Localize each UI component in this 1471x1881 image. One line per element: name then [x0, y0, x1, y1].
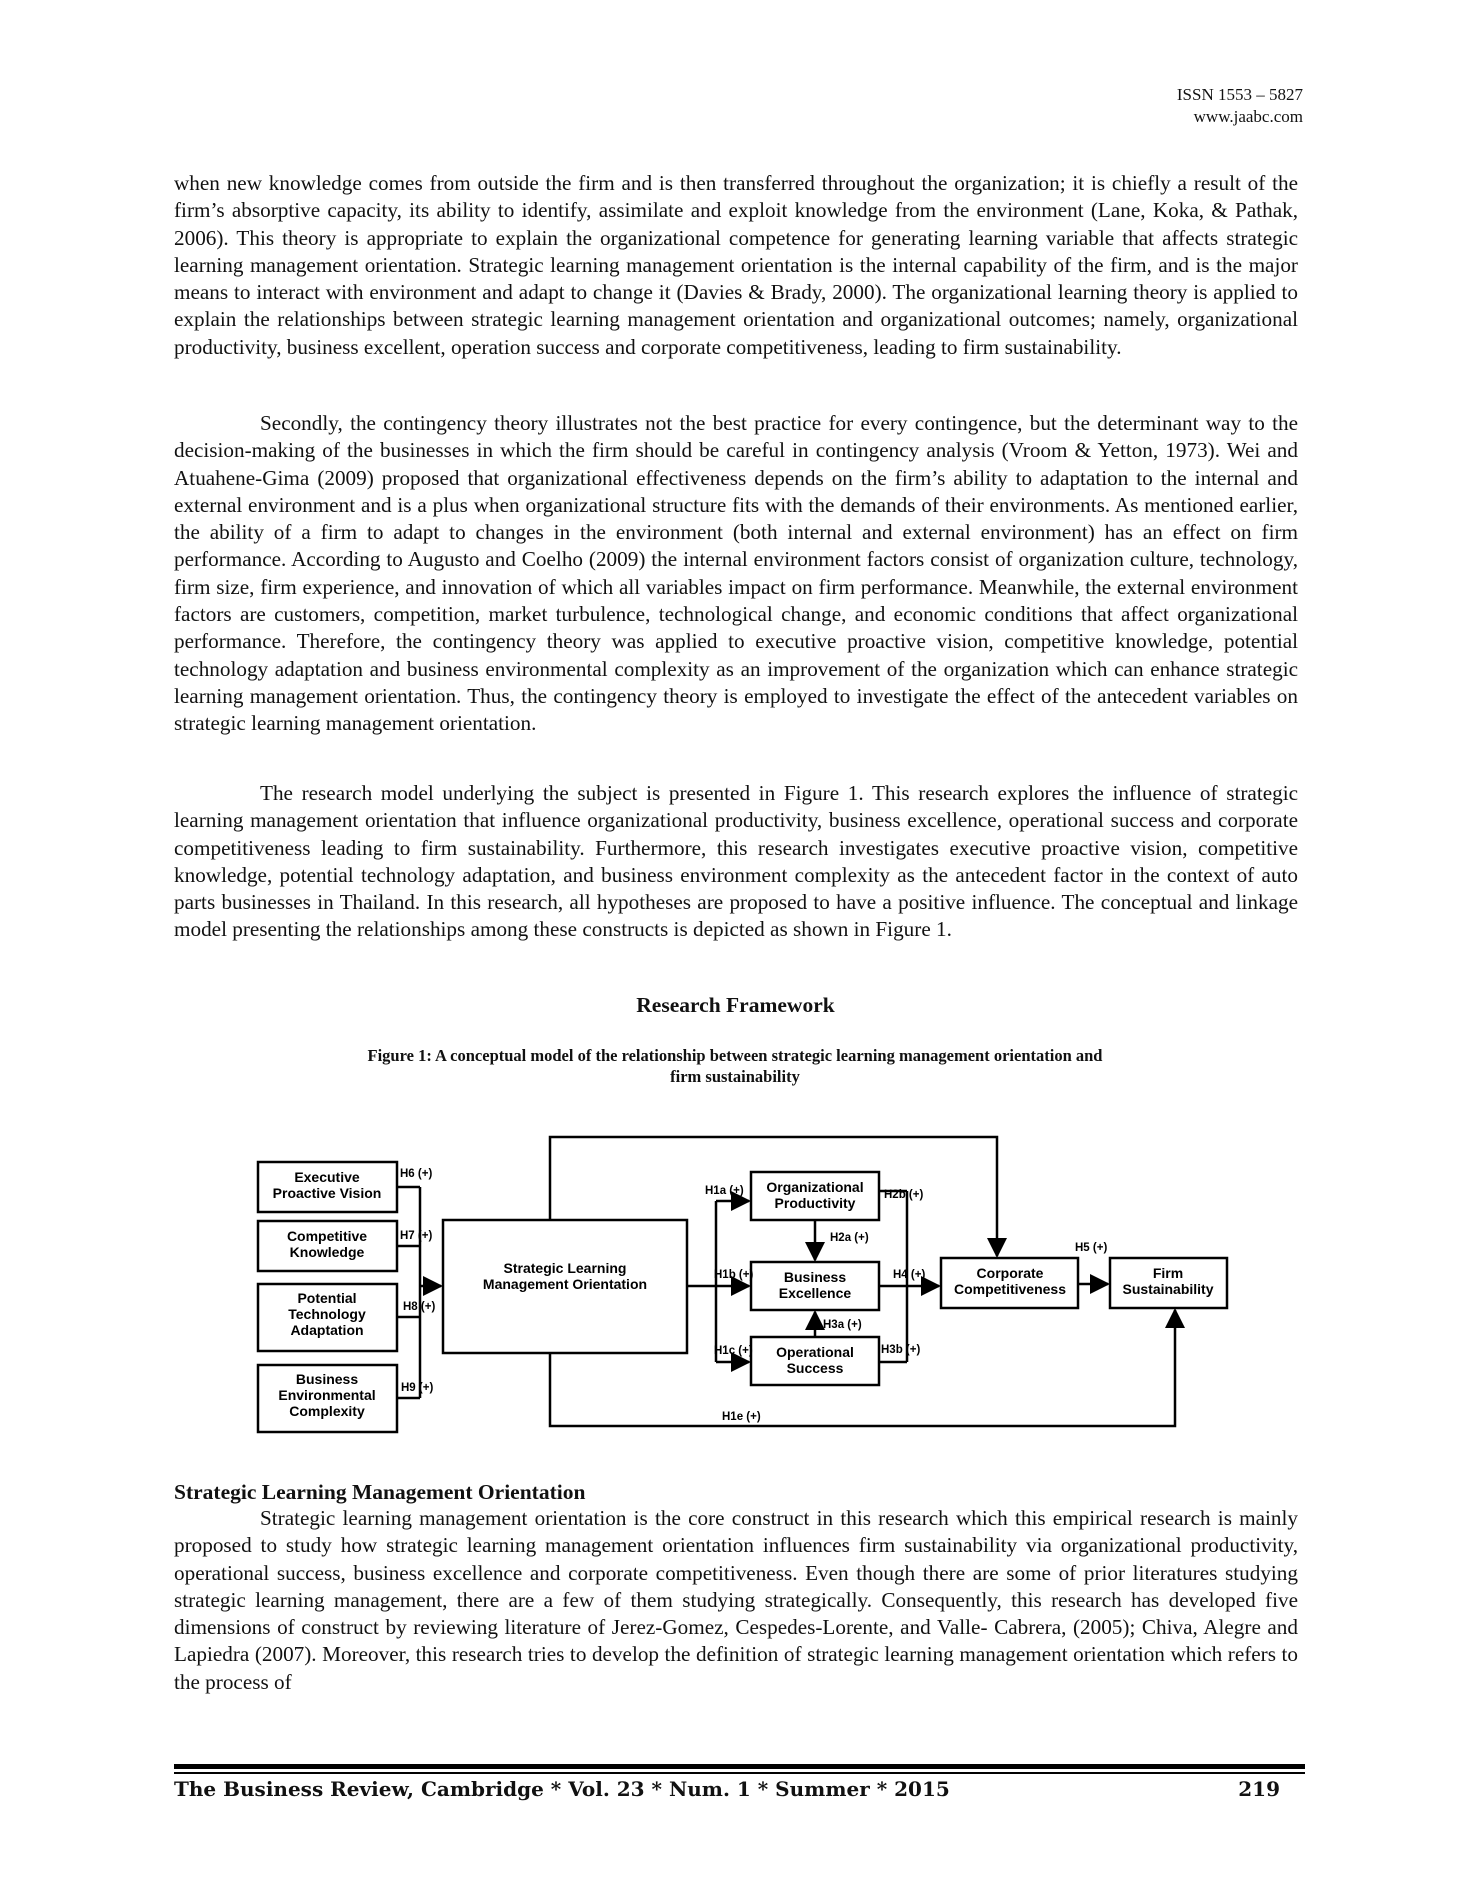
hypothesis-h5: H5 (+) [1075, 1242, 1108, 1254]
hypothesis-h8: H8 (+) [403, 1301, 436, 1313]
hypothesis-h2a: H2a (+) [830, 1232, 869, 1244]
footer-page-number: 219 [1238, 1777, 1280, 1801]
label-operational-success: Operational Success [776, 1344, 854, 1376]
hypothesis-h1c: H1c (+) [714, 1345, 753, 1357]
label-potential-technology-adaptation: Potential Technology Adaptation [288, 1290, 366, 1338]
figure-caption-line-1: Figure 1: A conceptual model of the relationship between strategic learning management orientation and [367, 1046, 1103, 1065]
hypothesis-h1a: H1a (+) [705, 1185, 744, 1197]
hypothesis-h9: H9 (+) [401, 1382, 434, 1394]
label-organizational-productivity: Organizational Productivity [766, 1179, 864, 1211]
footer-rule-thick [174, 1764, 1305, 1769]
hypothesis-h7: H7 (+) [400, 1230, 433, 1242]
hypothesis-h6: H6 (+) [400, 1168, 433, 1180]
footer-journal-info: The Business Review, Cambridge * Vol. 23 * Num. 1 * Summer * 2015 [174, 1777, 950, 1801]
paragraph-1-text: when new knowledge comes from outside the firm and is then transferred throughout the organization; it is chiefly a result of the firm’s absorptive capacity, its ability to identify, assimilate and exploit knowledge from the environment (Lane, Koka, & Pathak, 2006). This theory is appropriate to explain the organizational competence for generating learning variable that affects strategic learning management orientation. Strategic learning management orientation is the internal capability of the firm, and is the major means to interact with environment and adapt to change it (Davies & Brady, 2000). The organizational learning theory is applied to explain the relationships between strategic learning management orientation and organizational outcomes; namely, organizational productivity, business excellent, operation success and corporate competitiveness, leading to firm sustainability. [174, 171, 1298, 359]
hypothesis-h1e: H1e (+) [722, 1411, 761, 1423]
label-strategic-learning-management-orientation: Strategic Learning Management Orientation [482, 1260, 648, 1292]
hypothesis-h2b: H2b (+) [884, 1189, 924, 1201]
journal-website: www.jaabc.com [1193, 107, 1303, 126]
label-corporate-competitiveness: Corporate Competitiveness [953, 1265, 1067, 1297]
sub-heading-slmo: Strategic Learning Management Orientation [174, 1480, 586, 1504]
issn-number: ISSN 1553 – 5827 [1176, 85, 1303, 104]
paragraph-4-text: Strategic learning management orientation is the core construct in this research which this empirical research is mainly proposed to study how strategic learning management orientation influences firm sustainability via organizational productivity, operational success, business excellence and corporate competitiveness. Even though there are some of prior literatures studying strategic learning management, there are a few of them studying strategically. Consequently, this research has developed five dimensions of construct by reviewing literature of Jerez-Gomez, Cespedes-Lorente, and Valle- Cabrera, (2005); Chiva, Alegre and Lapiedra (2007). Moreover, this research tries to develop the definition of strategic learning management orientation which refers to the process of [174, 1506, 1298, 1694]
label-executive-proactive-vision: Executive Proactive Vision [272, 1169, 382, 1201]
label-business-environmental-complexity: Business Environmental Complexity [278, 1371, 376, 1419]
arrow-h1e-slmo-to-firm-sustainability [550, 1310, 1175, 1426]
paragraph-3-text: The research model underlying the subject is presented in Figure 1. This research explores the influence of strategic learning management orientation that influence organizational productivity, business excellence, operational success and corporate competitiveness leading to firm sustainability. Furthermore, this research investigates executive proactive vision, competitive knowledge, potential technology adaptation, and business environment complexity as the antecedent factor in the context of auto parts businesses in Thailand. In this research, all hypotheses are proposed to have a positive influence. The conceptual and linkage model presenting the relationships among these constructs is depicted as shown in Figure 1. [174, 781, 1298, 942]
label-business-excellence: Business Excellence [778, 1269, 852, 1301]
section-heading-research-framework: Research Framework [636, 993, 835, 1017]
hypothesis-h3b: H3b (+) [881, 1344, 921, 1356]
label-competitive-knowledge: Competitive Knowledge [286, 1228, 368, 1260]
paragraph-2-text: Secondly, the contingency theory illustrates not the best practice for every contingence, but the determinant way to the decision-making of the businesses in which the firm should be careful in contingency analysis (Vroom & Yetton, 1973). Wei and Atuahene-Gima (2009) proposed that organizational effectiveness depends on the firm’s ability to adaptation to the internal and external environment and is a plus when organizational structure fits with the demands of their environments. As mentioned earlier, the ability of a firm to adapt to changes in the environment (both internal and external environment) has an effect on firm performance. According to Augusto and Coelho (2009) the internal environment factors consist of organization culture, technology, firm size, firm experience, and innovation of which all variables impact on firm performance. Meanwhile, the external environment factors are customers, competition, market turbulence, technological change, and economic conditions that affect organizational performance. Therefore, the contingency theory was applied to executive proactive vision, competitive knowledge, potential technology adaptation and business environmental complexity as an improvement of the organization which can enhance strategic learning management orientation. Thus, the contingency theory is employed to investigate the effect of the antecedent variables on strategic learning management orientation. [174, 411, 1298, 736]
hypothesis-h1b: H1b (+) [714, 1269, 754, 1281]
hypothesis-h3a: H3a (+) [823, 1319, 862, 1331]
arrow-slmo-to-corporate-competitiveness-top [550, 1137, 997, 1256]
paragraph-4 [174, 1505, 1298, 1696]
footer-rule-thin [174, 1772, 1305, 1774]
label-firm-sustainability: Firm Sustainability [1122, 1265, 1214, 1297]
figure-caption-line-2: firm sustainability [670, 1067, 800, 1086]
hypothesis-h4: H4 (+) [893, 1269, 926, 1281]
